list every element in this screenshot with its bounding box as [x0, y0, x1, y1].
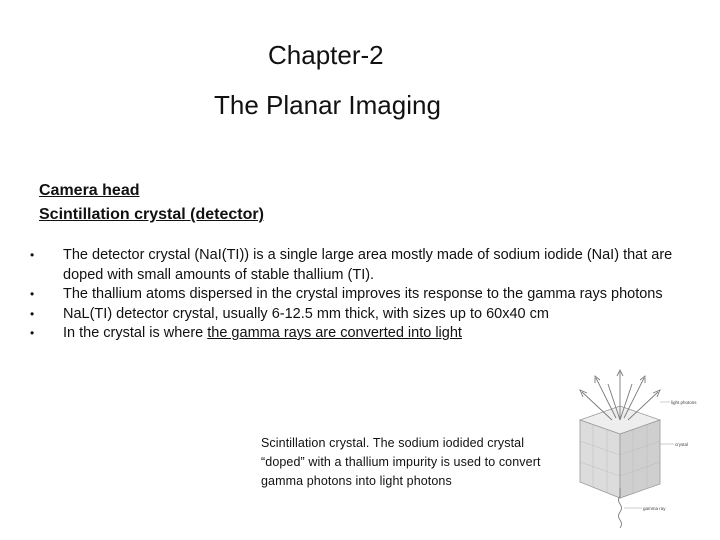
- label-light-photons: light photons: [671, 400, 697, 405]
- bullet-text: The thallium atoms dispersed in the crystal improves its response to the gamma rays photons: [63, 286, 663, 302]
- list-item: [30, 246, 700, 285]
- crystal-diagram: [562, 358, 712, 530]
- list-item: [30, 324, 700, 344]
- bullet-text-underlined: the gamma rays are converted into light: [207, 325, 462, 341]
- bullet-icon: •: [30, 248, 35, 262]
- bullet-icon: •: [30, 326, 35, 340]
- bullet-icon: •: [30, 287, 35, 301]
- section-heading-camera-head: Camera head: [39, 182, 140, 199]
- bullet-text: The detector crystal (NaI(TI)) is a single large area mostly made of sodium iodide (NaI) that are doped with small amounts of stable thallium (TI).: [63, 247, 673, 283]
- list-item: [30, 285, 700, 305]
- label-gamma-ray: gamma ray: [643, 506, 666, 511]
- section-heading-scintillation-crystal: Scintillation crystal (detector): [39, 206, 264, 223]
- scintillation-crystal-figure: [562, 358, 712, 530]
- list-item: [30, 305, 700, 325]
- light-photon-arrows: [580, 370, 660, 420]
- bullet-text: In the crystal is where: [63, 325, 208, 341]
- bullet-list: [30, 246, 700, 344]
- bullet-text: NaL(TI) detector crystal, usually 6-12.5 mm thick, with sizes up to 60x40 cm: [63, 305, 549, 322]
- bullet-icon: •: [30, 306, 35, 321]
- chapter-title: Chapter-2: [268, 40, 384, 70]
- figure-caption: Scintillation crystal. The sodium iodided crystal “doped” with a thallium impurity is used to convert gamma photons into light photons: [261, 436, 541, 488]
- label-crystal: crystal: [675, 442, 689, 447]
- page-title: The Planar Imaging: [214, 90, 441, 120]
